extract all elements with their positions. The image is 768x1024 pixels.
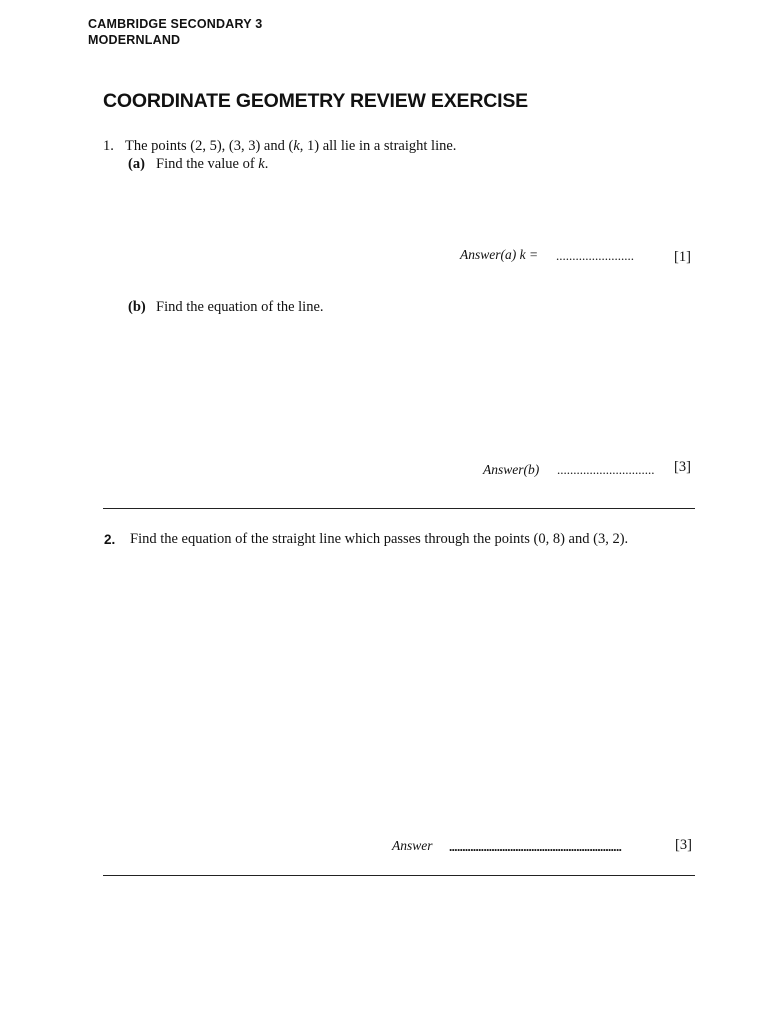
- answer-b-label: Answer(b): [483, 462, 540, 477]
- part-a-variable-k: k: [258, 156, 265, 172]
- part-b-text: Find the equation of the line.: [156, 299, 324, 315]
- question-1-stem: [125, 138, 456, 155]
- answer-2-field[interactable]: .................................................................: [449, 839, 622, 854]
- section-divider-1: [103, 508, 695, 509]
- answer-2-label: Answer: [392, 838, 433, 853]
- part-a-text: [156, 156, 268, 173]
- school-name-line2: MODERNLAND: [88, 32, 181, 47]
- question-1-number: 1.: [103, 138, 114, 154]
- question-1-variable-k: k: [293, 138, 300, 154]
- answer-a-label: Answer(a) k =: [460, 247, 539, 262]
- question-2-text: Find the equation of the straight line which passes through the points (0, 8) and (3, 2).: [130, 531, 629, 547]
- question-2-number: 2.: [104, 532, 116, 547]
- answer-b-field[interactable]: ..............................: [557, 462, 655, 477]
- school-name-line1: CAMBRIDGE SECONDARY 3: [88, 17, 263, 31]
- section-divider-2: [103, 875, 695, 876]
- page-title: COORDINATE GEOMETRY REVIEW EXERCISE: [103, 90, 528, 112]
- part-a-text-after: .: [264, 156, 269, 172]
- part-a-text-before: Find the value of: [156, 156, 259, 172]
- school-header: [88, 17, 262, 48]
- answer-a-field[interactable]: ........................: [556, 248, 634, 263]
- marks-b: [3]: [674, 459, 691, 475]
- question-1-stem-part2: , 1) all lie in a straight line.: [299, 138, 457, 154]
- marks-a: [1]: [674, 249, 691, 265]
- question-1-stem-part1: The points (2, 5), (3, 3) and (: [125, 138, 294, 154]
- marks-2: [3]: [675, 837, 692, 853]
- part-b-label: (b): [128, 299, 146, 315]
- part-a-label: (a): [128, 156, 145, 172]
